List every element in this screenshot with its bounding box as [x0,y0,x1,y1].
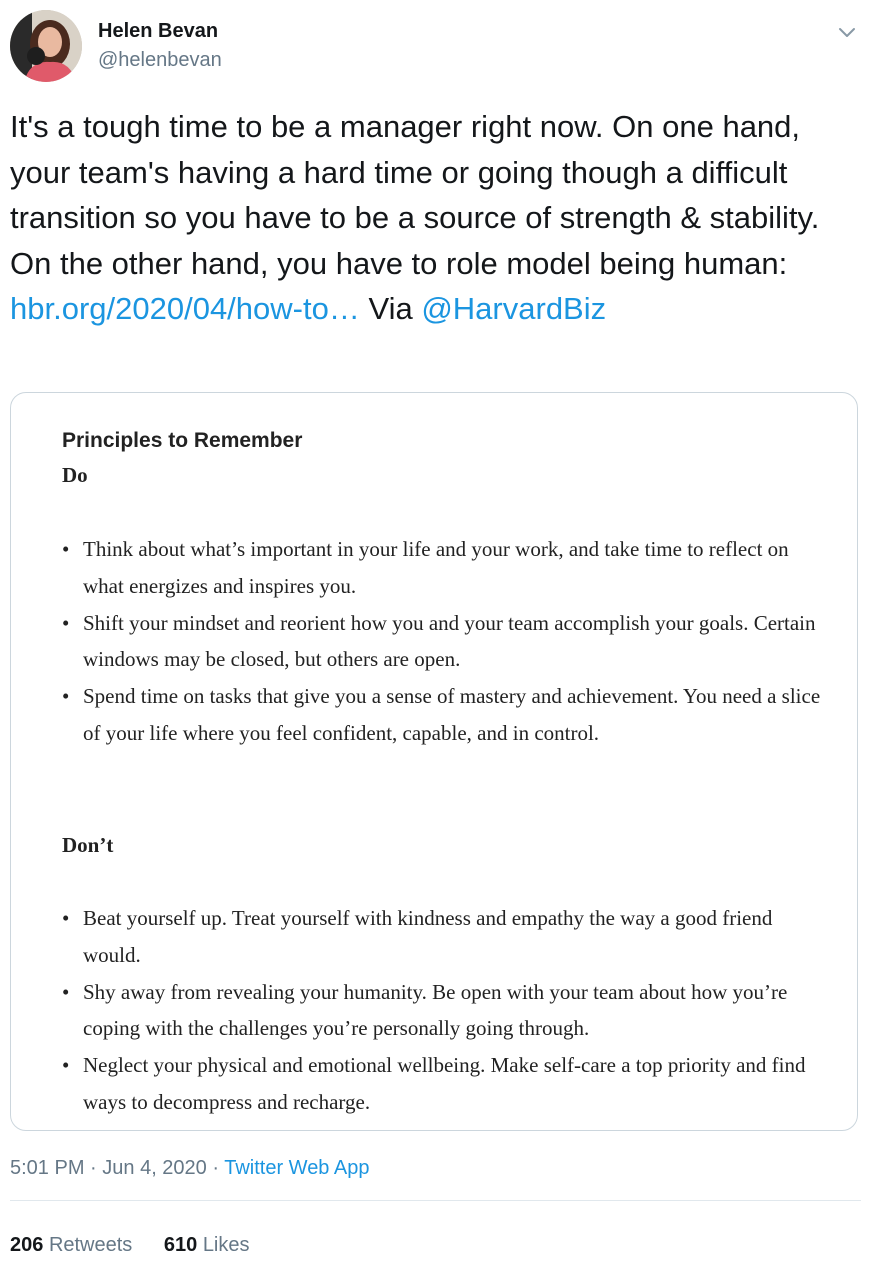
list-item: • Neglect your physical and emotional wellbeing. Make self-care a top priority and find ways to decompress and recharge. [62,1053,806,1114]
list-item: • Shy away from revealing your humanity. Be open with your team about how you’re coping with the challenges you’re personally going through. [62,979,788,1041]
divider [10,1200,861,1201]
list-item: • Shift your mindset and reorient how you and your team accomplish your goals. Certain windows may be closed, but others are open. [62,610,816,672]
tweet-meta [10,1157,369,1180]
user-name[interactable]: Helen Bevan [98,20,219,42]
retweets-count: 206 [10,1234,44,1256]
card-title: Principles to Remember [62,429,303,452]
source-app-link[interactable]: Twitter Web App [224,1157,370,1179]
retweets-stat[interactable] [10,1234,132,1256]
do-heading: Do [62,463,88,487]
list-item: • Think about what’s important in your life and your work, and take time to reflect on what energizes and inspires you. [62,537,789,598]
tweet-date[interactable]: Jun 4, 2020 [102,1157,207,1179]
article-link[interactable]: hbr.org/2020/04/how-to… [10,291,360,326]
tweet-body: It's a tough time to be a manager right now. On one hand, your team's having a hard time or going though a difficult transition so you have to be a source of strength & stability. On the other hand, you have to role model being human: [10,109,820,281]
tweet-text [10,104,868,332]
likes-stat[interactable] [164,1234,250,1256]
dont-heading: Don’t [62,833,114,857]
retweets-label: Retweets [48,1234,133,1256]
likes-count: 610 [163,1234,198,1256]
avatar[interactable] [10,10,82,82]
tweet-via: Via [359,291,422,326]
tweet-header [10,10,867,86]
chevron-down-icon[interactable] [835,20,859,44]
avatar-image [10,10,82,82]
user-handle[interactable]: @helenbevan [98,49,222,71]
engagement-stats [10,1234,276,1257]
likes-label: Likes [202,1234,250,1256]
mention-link[interactable]: @HarvardBiz [421,291,607,326]
do-list [62,531,822,752]
meta-separator: · [84,1157,103,1179]
attached-image-card[interactable] [10,392,858,1131]
tweet-time[interactable]: 5:01 PM [10,1157,85,1179]
meta-separator: · [206,1157,225,1179]
list-item: • Beat yourself up. Treat yourself with kindness and empathy the way a good friend would. [62,906,773,967]
dont-list [62,900,822,1121]
list-item: • Spend time on tasks that give you a sense of mastery and achievement. You need a slice of your life where you feel confident, capable, and in control. [62,684,821,745]
